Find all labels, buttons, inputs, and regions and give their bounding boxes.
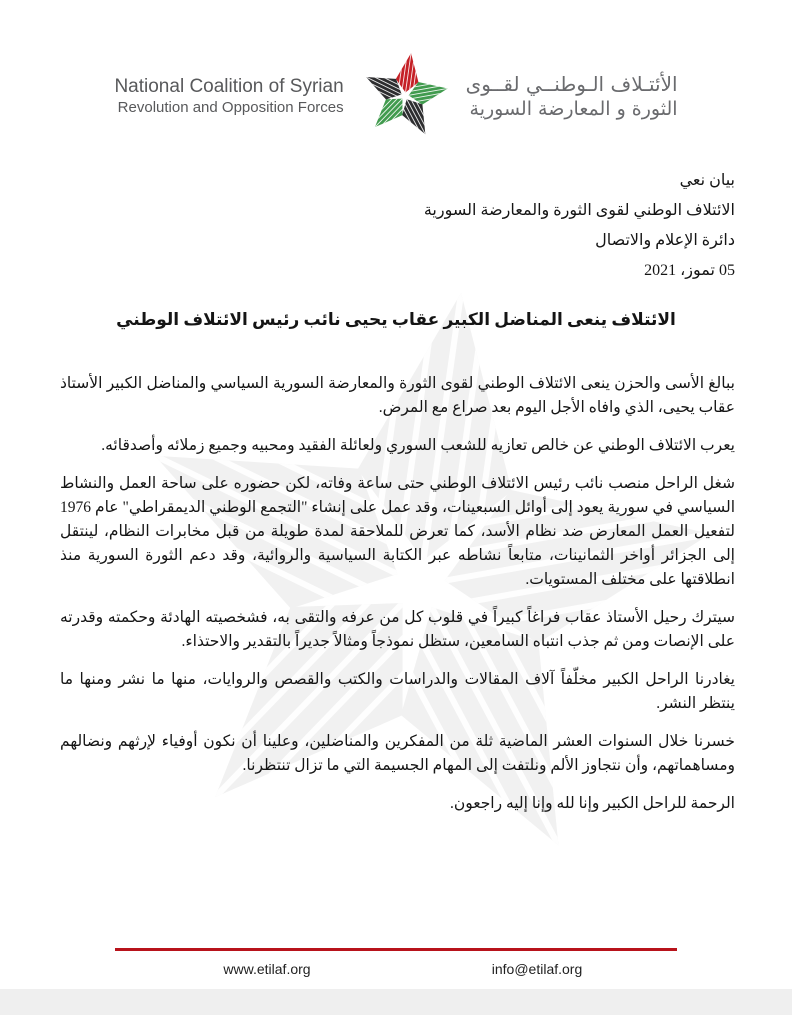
organization-name-arabic: [466, 71, 678, 122]
page-title: الائتلاف ينعى المناضل الكبير عقاب يحيى نائب رئيس الائتلاف الوطني: [116, 310, 676, 329]
org-en-line2: Revolution and Opposition Forces: [117, 98, 344, 116]
statement-type: بيان نعي: [679, 172, 735, 189]
body-paragraph: شغل الراحل منصب نائب رئيس الائتلاف الوطني حتى ساعة وفاته، لكن حضوره على ساحة العمل والنشاط السياسي في سورية يعود إلى أوائل السبعينات، وقد عمل على إنشاء "التجمع الوطني الديمقراطي" عام 1976 لتفعيل العمل المعارض ضد نظام الأسد، كما تعرض للملاحقة لمدة طويلة من قبل مخابرات النظام، لينتقل إلى الجزائر أواخر الثمانينات، متابعاً نشاطه عبر الكتابة السياسية والروائية، وقد دعم الثورة السورية منذ انطلاقتها على مختلف المستويات.: [60, 475, 735, 588]
org-en-line1: National Coalition of Syrian: [114, 75, 344, 97]
statement-department: دائرة الإعلام والاتصال: [595, 232, 735, 249]
org-ar-line1: الأئتـلاف الـوطنــي لقــوى: [465, 71, 678, 96]
email-link[interactable]: info@etilaf.org: [491, 961, 583, 977]
org-ar-line2: الثورة و المعارضة السورية: [469, 97, 678, 120]
body-paragraph: يغادرنا الراحل الكبير مخلّفاً آلاف المقالات والدراسات والكتب والقصص والروايات، منها ما نشر ومنها ما ينتظر النشر.: [60, 671, 735, 712]
statement-meta: [60, 166, 735, 286]
coalition-star-logo-icon: [358, 49, 452, 143]
organization-name-english: [114, 75, 343, 118]
body-paragraph: يعرب الائتلاف الوطني عن خالص تعازيه للشعب السوري ولعائلة الفقيد ومحبيه وجميع زملائه وأصدقائه.: [101, 437, 735, 454]
statement-organization: الائتلاف الوطني لقوى الثورة والمعارضة السورية: [423, 202, 735, 219]
body-paragraph: خسرنا خلال السنوات العشر الماضية ثلة من المفكرين والمناضلين، وعلينا أن نكون أوفياء لإرثهم ونضالهم ومساهماتهم، وأن نتجاوز الألم ونلتفت إلى المهام الجسيمة التي ما تزال تنتظرنا.: [60, 733, 735, 774]
body-paragraph: سيترك رحيل الأستاذ عقاب فراغاً كبيراً في قلوب كل من عرفه والتقى به، فشخصيته الهادئة وحكمته وقدرته على الإنصات ومن ثم جذب انتباه السامعين، ستظل نموذجاً ومثالاً جديراً بالتقدير والاحتذاء.: [60, 609, 735, 650]
statement-body: [60, 372, 735, 830]
red-divider-line: [115, 948, 677, 951]
website-link[interactable]: www.etilaf.org: [223, 961, 311, 977]
footer-band: [0, 989, 792, 1015]
statement-date: 05 تموز، 2021: [644, 262, 735, 279]
letterhead: [0, 44, 792, 148]
body-paragraph: ببالغ الأسى والحزن ينعى الائتلاف الوطني لقوى الثورة والمعارضة السورية السياسي والمناضل الكبير الأستاذ عقاب يحيى، الذي وافاه الأجل اليوم بعد صراع مع المرض.: [60, 375, 735, 416]
body-paragraph: الرحمة للراحل الكبير وإنا لله وإنا إليه راجعون.: [449, 795, 735, 812]
